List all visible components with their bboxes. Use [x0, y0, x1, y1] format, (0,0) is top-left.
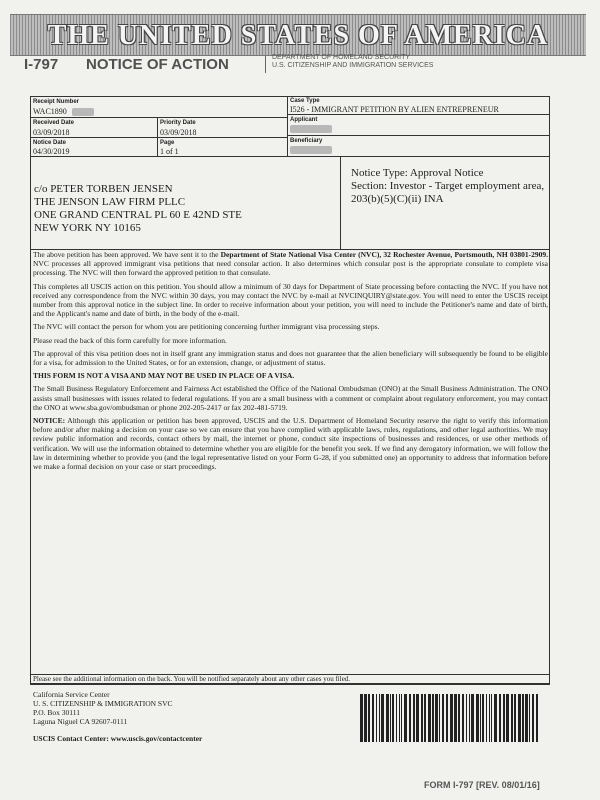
notice-date-label: Notice Date — [33, 140, 67, 146]
priority-date-label: Priority Date — [160, 120, 196, 126]
notice-title: NOTICE OF ACTION — [86, 56, 229, 73]
barcode-bar — [372, 694, 374, 742]
barcode-bar — [368, 694, 370, 742]
barcode-bar — [386, 694, 389, 742]
received-date-label: Received Date — [33, 120, 75, 126]
barcode-bar — [416, 694, 419, 742]
barcode-bar — [462, 694, 464, 742]
notice-label: NOTICE: — [33, 416, 66, 426]
barcode-bar — [376, 694, 377, 742]
address-line: THE JENSON LAW FIRM PLLC — [34, 196, 186, 208]
body-paragraph — [33, 250, 548, 278]
agency-name: U.S. CITIZENSHIP AND IMMIGRATION SERVICES — [272, 62, 434, 69]
notice-type: Notice Type: Approval Notice — [351, 167, 484, 179]
barcode-bar — [536, 694, 538, 742]
barcode-bar — [439, 694, 440, 742]
grid-line — [340, 156, 341, 249]
barcode-bar — [379, 694, 380, 742]
additional-info-note: Please see the additional information on the back. You will be notified separately about any other cases you filed. — [33, 675, 351, 683]
received-date-value: 03/09/2018 — [33, 128, 70, 137]
barcode-bar — [428, 694, 431, 742]
barcode-bar — [499, 694, 501, 742]
barcode-bar — [532, 694, 534, 742]
barcode-bar — [360, 694, 363, 742]
case-type-value: I526 - IMMIGRANT PETITION BY ALIEN ENTREPRENEUR — [290, 105, 499, 114]
body-text: NVC processes all approved immigrant visa petitions that need consular action. It also determines which consular post is the appropriate consulate to complete visa processing. The NVC will then forward the approved petition to that consulate. — [33, 259, 548, 278]
grid-line — [30, 156, 550, 157]
beneficiary-label: Beneficiary — [290, 138, 323, 144]
barcode-bar — [442, 694, 444, 742]
body-text: Although this application or petition has been approved, USCIS and the U.S. Department of Homeland Security reserve the right to verify this information before and/or after making a decision on your case so we can ensure that you have complied with applicable laws, rules, regulations, and other legal authorities. We may review public information and records, contact others by mail, the internet or phone, conduct site inspections of businesses and residences, or use other methods of verification. We will use the information obtained to determine whether you are eligible for the benefit you seek. If we find any derogatory information, we will follow the law in determining whether to provide you (and the legal representative listed on your Form G-28, if you submitted one) an opportunity to address that information before we make a formal decision on your case or start proceedings. — [33, 416, 548, 472]
body-paragraph: Please read the back of this form carefully for more information. — [33, 335, 227, 345]
case-type-label: Case Type — [290, 98, 320, 104]
notice-section: Section: Investor - Target employment area, 203(b)(5)(C)(ii) INA — [351, 180, 545, 205]
body-paragraph: The Small Business Regulatory Enforcement and Fairness Act established the Office of the National Ombudsman (ONO) at the Small Business Administration. The ONO assists small businesses with issues related to federal regulations. If you are a small business with a comment or complaint about regulatory enforcement, you may contact the ONO at www.sba.gov/ombudsman or phone 202-205-2417 or fax 202-481-5719. — [33, 384, 548, 412]
barcode-bar — [514, 694, 516, 742]
barcode-bar — [424, 694, 426, 742]
body-paragraph — [33, 416, 548, 471]
grid-line — [287, 96, 288, 156]
barcode-bar — [529, 694, 530, 742]
header-divider — [265, 56, 266, 73]
barcode-bar — [511, 694, 513, 742]
barcode-bar — [476, 694, 479, 742]
barcode-bar — [390, 694, 391, 742]
barcode-bar — [506, 694, 509, 742]
barcode-bar — [401, 694, 402, 742]
redacted-beneficiary — [290, 146, 332, 154]
grid-line — [30, 684, 550, 685]
barcode-bar — [364, 694, 367, 742]
body-text: The above petition has been approved. We have sent it to the — [33, 250, 221, 259]
barcode-bar — [458, 694, 460, 742]
barcode-bar — [469, 694, 470, 742]
office-line: Laguna Niguel CA 92607-0111 — [33, 717, 128, 726]
mailing-address — [34, 183, 242, 235]
notice-body — [33, 250, 548, 475]
barcode-bar — [480, 694, 481, 742]
barcode-bar — [404, 694, 407, 742]
barcode-bar — [494, 694, 497, 742]
address-line: c/o PETER TORBEN JENSEN — [34, 183, 173, 195]
grid-line — [287, 114, 550, 115]
barcode — [360, 694, 540, 742]
barcode-bar — [454, 694, 457, 742]
barcode-bar — [466, 694, 467, 742]
redacted-receipt — [72, 108, 94, 116]
barcode-bar — [486, 694, 487, 742]
header-banner — [10, 14, 586, 56]
barcode-bar — [432, 694, 434, 742]
barcode-bar — [421, 694, 423, 742]
body-paragraph: The NVC will contact the person for whom you are petitioning concerning further immigrant visa processing steps. — [33, 322, 380, 332]
barcode-bar — [392, 694, 394, 742]
office-line: California Service Center — [33, 690, 110, 699]
receipt-number-label: Receipt Number — [33, 99, 80, 105]
barcode-bar — [522, 694, 524, 742]
barcode-bar — [399, 694, 400, 742]
department-block — [272, 54, 433, 70]
office-line: P.O. Box 30111 — [33, 708, 80, 717]
barcode-bar — [446, 694, 448, 742]
form-revision: FORM I-797 [REV. 08/01/16] — [424, 780, 540, 790]
body-paragraph: The approval of this visa petition does not in itself grant any immigration status and does not guarantee that the alien beneficiary will subsequently be found to be eligible for a visa, for admission to the United States, or for an extension, change, or adjustment of status. — [33, 348, 548, 368]
barcode-bar — [482, 694, 484, 742]
barcode-bar — [413, 694, 415, 742]
applicant-label: Applicant — [290, 117, 318, 123]
barcode-bar — [450, 694, 453, 742]
office-line: U. S. CITIZENSHIP & IMMIGRATION SVC — [33, 699, 173, 708]
barcode-bar — [525, 694, 528, 742]
service-center-address — [33, 690, 173, 726]
not-a-visa-warning: THIS FORM IS NOT A VISA AND MAY NOT BE USED IN PLACE OF A VISA. — [33, 371, 295, 381]
grid-line — [287, 135, 550, 136]
barcode-bar — [491, 694, 492, 742]
barcode-bar — [489, 694, 490, 742]
barcode-bar — [471, 694, 474, 742]
receipt-number-value: WAC1890 — [33, 107, 67, 116]
banner-title: THE UNITED STATES OF AMERICA — [47, 20, 549, 51]
department-name: DEPARTMENT OF HOMELAND SECURITY — [272, 54, 411, 61]
barcode-bar — [503, 694, 505, 742]
barcode-bar — [381, 694, 384, 742]
nvc-address: Department of State National Visa Center (NVC), 32 Rochester Avenue, Portsmouth, NH 03801-2909. — [220, 250, 548, 259]
barcode-bar — [518, 694, 521, 742]
page-value: 1 of 1 — [160, 147, 179, 156]
barcode-bar — [435, 694, 438, 742]
body-paragraph: This completes all USCIS action on this petition. You should allow a minimum of 30 days for Department of State processing before contacting the NVC. If you have not received any correspondence from the NVC within 30 days, you may contact the NVC by e-mail at NVCINQUIRY@state.gov. You will need to enter the USCIS receipt number from this approval notice in the subject line. In order to receive information about your petition, you will need to include the Petitioner's name and date of birth, and the Applicant's name and date of birth, in the body of the e-mail. — [33, 281, 548, 319]
form-number: I-797 — [24, 56, 59, 73]
notice-type-block — [351, 167, 551, 206]
address-line: ONE GRAND CENTRAL PL 60 E 42ND STE — [34, 209, 242, 221]
notice-date-value: 04/30/2019 — [33, 147, 70, 156]
page-label: Page — [160, 140, 175, 146]
contact-center: USCIS Contact Center: www.uscis.gov/contactcenter — [33, 734, 203, 743]
grid-line — [30, 117, 288, 118]
barcode-bar — [409, 694, 411, 742]
redacted-applicant — [290, 125, 332, 133]
grid-line — [30, 137, 288, 138]
address-line: NEW YORK NY 10165 — [34, 222, 141, 234]
barcode-bar — [396, 694, 397, 742]
priority-date-value: 03/09/2018 — [160, 128, 197, 137]
